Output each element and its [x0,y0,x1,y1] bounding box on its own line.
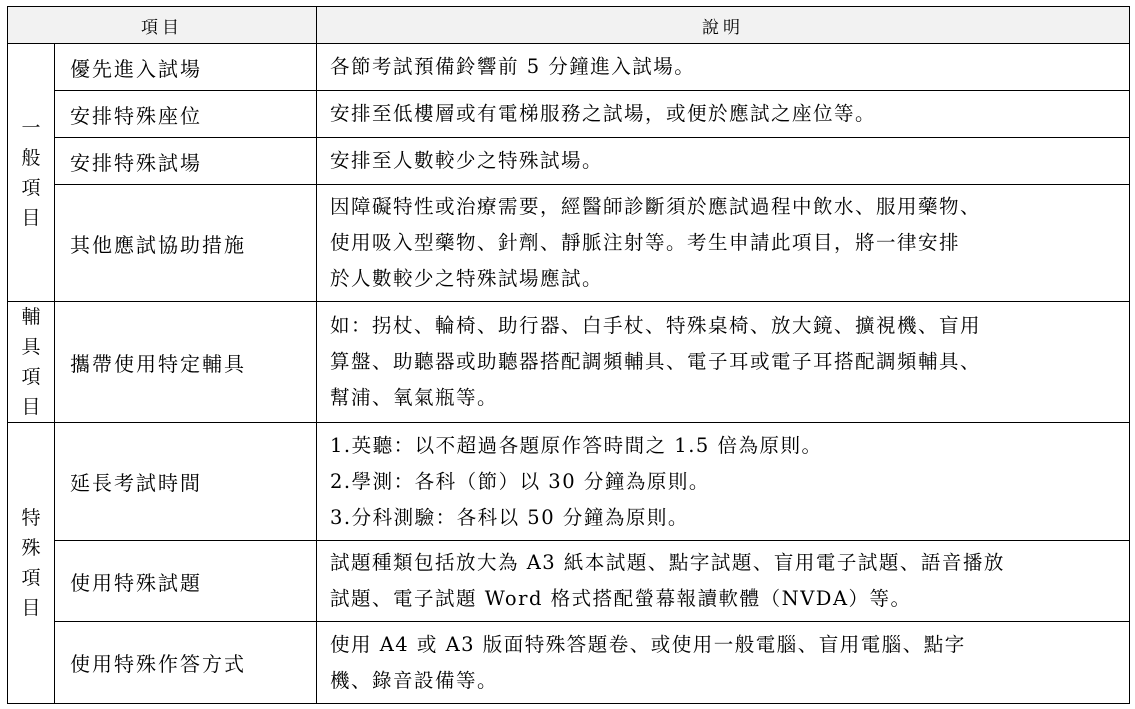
description-line: 安排至人數較少之特殊試場。 [330,149,604,172]
description-line: 3.分科測驗：各科以 50 分鐘為原則。 [330,505,689,529]
item-cell: 優先進入試場 [55,44,317,91]
category-special [8,423,55,704]
description-line: 各節考試預備鈴響前 5 分鐘進入試場。 [330,55,696,78]
item-cell: 使用特殊試題 [55,541,317,622]
table-row [8,44,1130,91]
item-cell: 其他應試協助措施 [55,185,317,302]
description-line: 試題種類包括放大為 A3 紙本試題、點字試題、盲用電子試題、語音播放 [330,551,1005,574]
description-line: 試題、電子試題 Word 格式搭配螢幕報讀軟體（NVDA）等。 [330,587,912,610]
description-line: 安排至低樓層或有電梯服務之試場，或便於應試之座位等。 [330,102,877,125]
description-line: 算盤、助聽器或助聽器搭配調頻輔具、電子耳或電子耳搭配調頻輔具、 [330,350,982,373]
description-line: 機、錄音設備等。 [330,668,499,692]
description-cell [317,138,1130,185]
description-cell [317,91,1130,138]
table-row [8,185,1130,302]
category-label: 一般項目 [21,116,41,229]
description-line: 因障礙特性或治療需要，經醫師診斷須於應試過程中飲水、服用藥物、 [330,195,982,218]
category-aid [8,302,55,423]
item-cell: 延長考試時間 [55,423,317,541]
table-header-row [8,7,1130,44]
description-line: 如：拐杖、輪椅、助行器、白手杖、特殊桌椅、放大鏡、擴視機、盲用 [330,314,982,337]
category-label: 特殊項目 [21,507,41,619]
description-line: 使用吸入型藥物、針劑、靜脈注射等。考生申請此項目，將一律安排 [330,231,961,254]
description-line: 使用 A4 或 A3 版面特殊答題卷、或使用一般電腦、盲用電腦、點字 [330,632,966,656]
table-row [8,302,1130,423]
description-cell [317,302,1130,423]
table-row [8,138,1130,185]
item-cell: 安排特殊試場 [55,138,317,185]
category-label: 輔具項目 [21,306,41,418]
description-line: 2.學測：各科（節）以 30 分鐘為原則。 [330,469,710,493]
item-cell: 攜帶使用特定輔具 [55,302,317,423]
description-line: 幫浦、氧氣瓶等。 [330,386,499,409]
table-row [8,91,1130,138]
description-cell [317,423,1130,541]
table-row [8,622,1130,704]
description-cell [317,44,1130,91]
item-cell: 安排特殊座位 [55,91,317,138]
table-row [8,541,1130,622]
description-cell [317,541,1130,622]
description-cell [317,185,1130,302]
category-general [8,44,55,302]
description-line: 於人數較少之特殊試場應試。 [330,267,604,290]
description-line: 1.英聽：以不超過各題原作答時間之 1.5 倍為原則。 [330,433,823,457]
header-item: 項目 [8,7,317,44]
item-cell: 使用特殊作答方式 [55,622,317,704]
table-row [8,423,1130,541]
description-cell [317,622,1130,704]
accommodation-table [7,6,1130,704]
header-description: 說明 [317,7,1130,44]
